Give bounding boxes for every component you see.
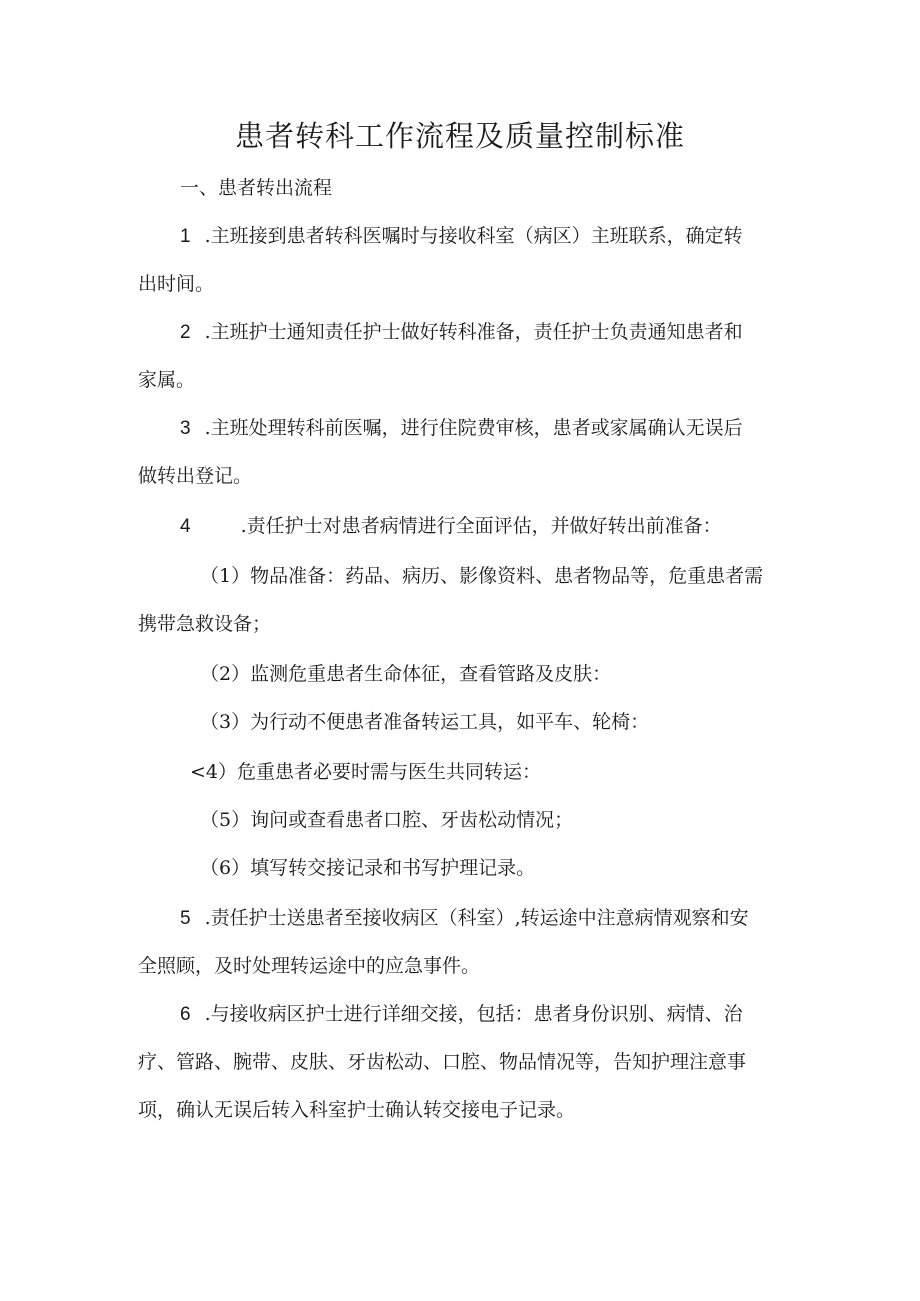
item-3-number: 3 — [180, 418, 191, 439]
item-5-line-1 — [180, 904, 749, 933]
item-4-text: .责任护士对患者病情进行全面评估，并做好转出前准备： — [240, 515, 722, 537]
sub-item-1-line-1 — [200, 562, 763, 590]
item-2-number: 2 — [180, 322, 191, 343]
sub-item-5 — [200, 806, 573, 834]
item-1-line-2: 出时间。 — [138, 273, 215, 295]
sub-item-1-line-2: 携带急救设备； — [138, 613, 272, 635]
sub-item-2 — [200, 660, 611, 688]
item-5-number: 5 — [180, 908, 191, 929]
sub-item-5-text: 询问或查看患者口腔、牙齿松动情况； — [250, 809, 574, 831]
sub-item-2-text: 监测危重患者生命体征，查看管路及皮肤： — [250, 663, 612, 685]
item-6-number: 6 — [180, 1004, 191, 1025]
item-1-line-1 — [180, 222, 743, 251]
sub-item-2-marker: （2） — [200, 663, 251, 685]
sub-item-1-marker: （1） — [200, 565, 251, 587]
item-5-text: .责任护士送患者至接收病区（科室）,转运途中注意病情观察和安 — [204, 907, 749, 929]
item-4-number: 4 — [180, 516, 191, 537]
item-2-text: .主班护士通知责任护士做好转科准备，责任护士负责通知患者和 — [204, 321, 743, 343]
item-3-text: .主班处理转科前医嘱，进行住院费审核，患者或家属确认无误后 — [204, 417, 743, 439]
sub-item-3-text: 为行动不便患者准备转运工具，如平车、轮椅： — [250, 711, 650, 733]
item-4-line-1 — [180, 512, 722, 541]
item-2-line-2: 家属。 — [138, 369, 196, 391]
sub-item-6 — [200, 854, 535, 882]
section-heading: 一、患者转出流程 — [180, 177, 333, 199]
sub-item-6-marker: （6） — [200, 857, 251, 879]
sub-item-4-text: 危重患者必要时需与医生共同转运： — [237, 761, 542, 783]
item-2-line-1 — [180, 318, 743, 347]
item-1-text: .主班接到患者转科医嘱时与接收科室（病区）主班联系，确定转 — [204, 225, 743, 247]
sub-item-3-marker: （3） — [200, 711, 251, 733]
item-3-line-2: 做转出登记。 — [138, 465, 253, 487]
item-6-line-1 — [180, 1000, 743, 1029]
item-5-line-2: 全照顾，及时处理转运途中的应急事件。 — [138, 955, 481, 977]
item-6-line-2: 疗、管路、腕带、皮肤、牙齿松动、口腔、物品情况等，告知护理注意事 — [138, 1051, 747, 1073]
item-6-line-3: 项，确认无误后转入科室护士确认转交接电子记录。 — [138, 1099, 576, 1121]
sub-item-4-marker: <4） — [190, 761, 238, 783]
sub-item-1-text: 物品准备：药品、病历、影像资料、患者物品等，危重患者需 — [250, 565, 764, 587]
document-title: 患者转科工作流程及质量控制标准 — [234, 119, 685, 153]
sub-item-6-text: 填写转交接记录和书写护理记录。 — [250, 857, 536, 879]
sub-item-5-marker: （5） — [200, 809, 251, 831]
item-6-text: .与接收病区护士进行详细交接，包括：患者身份识别、病情、治 — [204, 1003, 743, 1025]
item-1-number: 1 — [180, 226, 191, 247]
sub-item-3 — [200, 708, 649, 736]
item-3-line-1 — [180, 414, 743, 443]
sub-item-4 — [190, 758, 541, 786]
